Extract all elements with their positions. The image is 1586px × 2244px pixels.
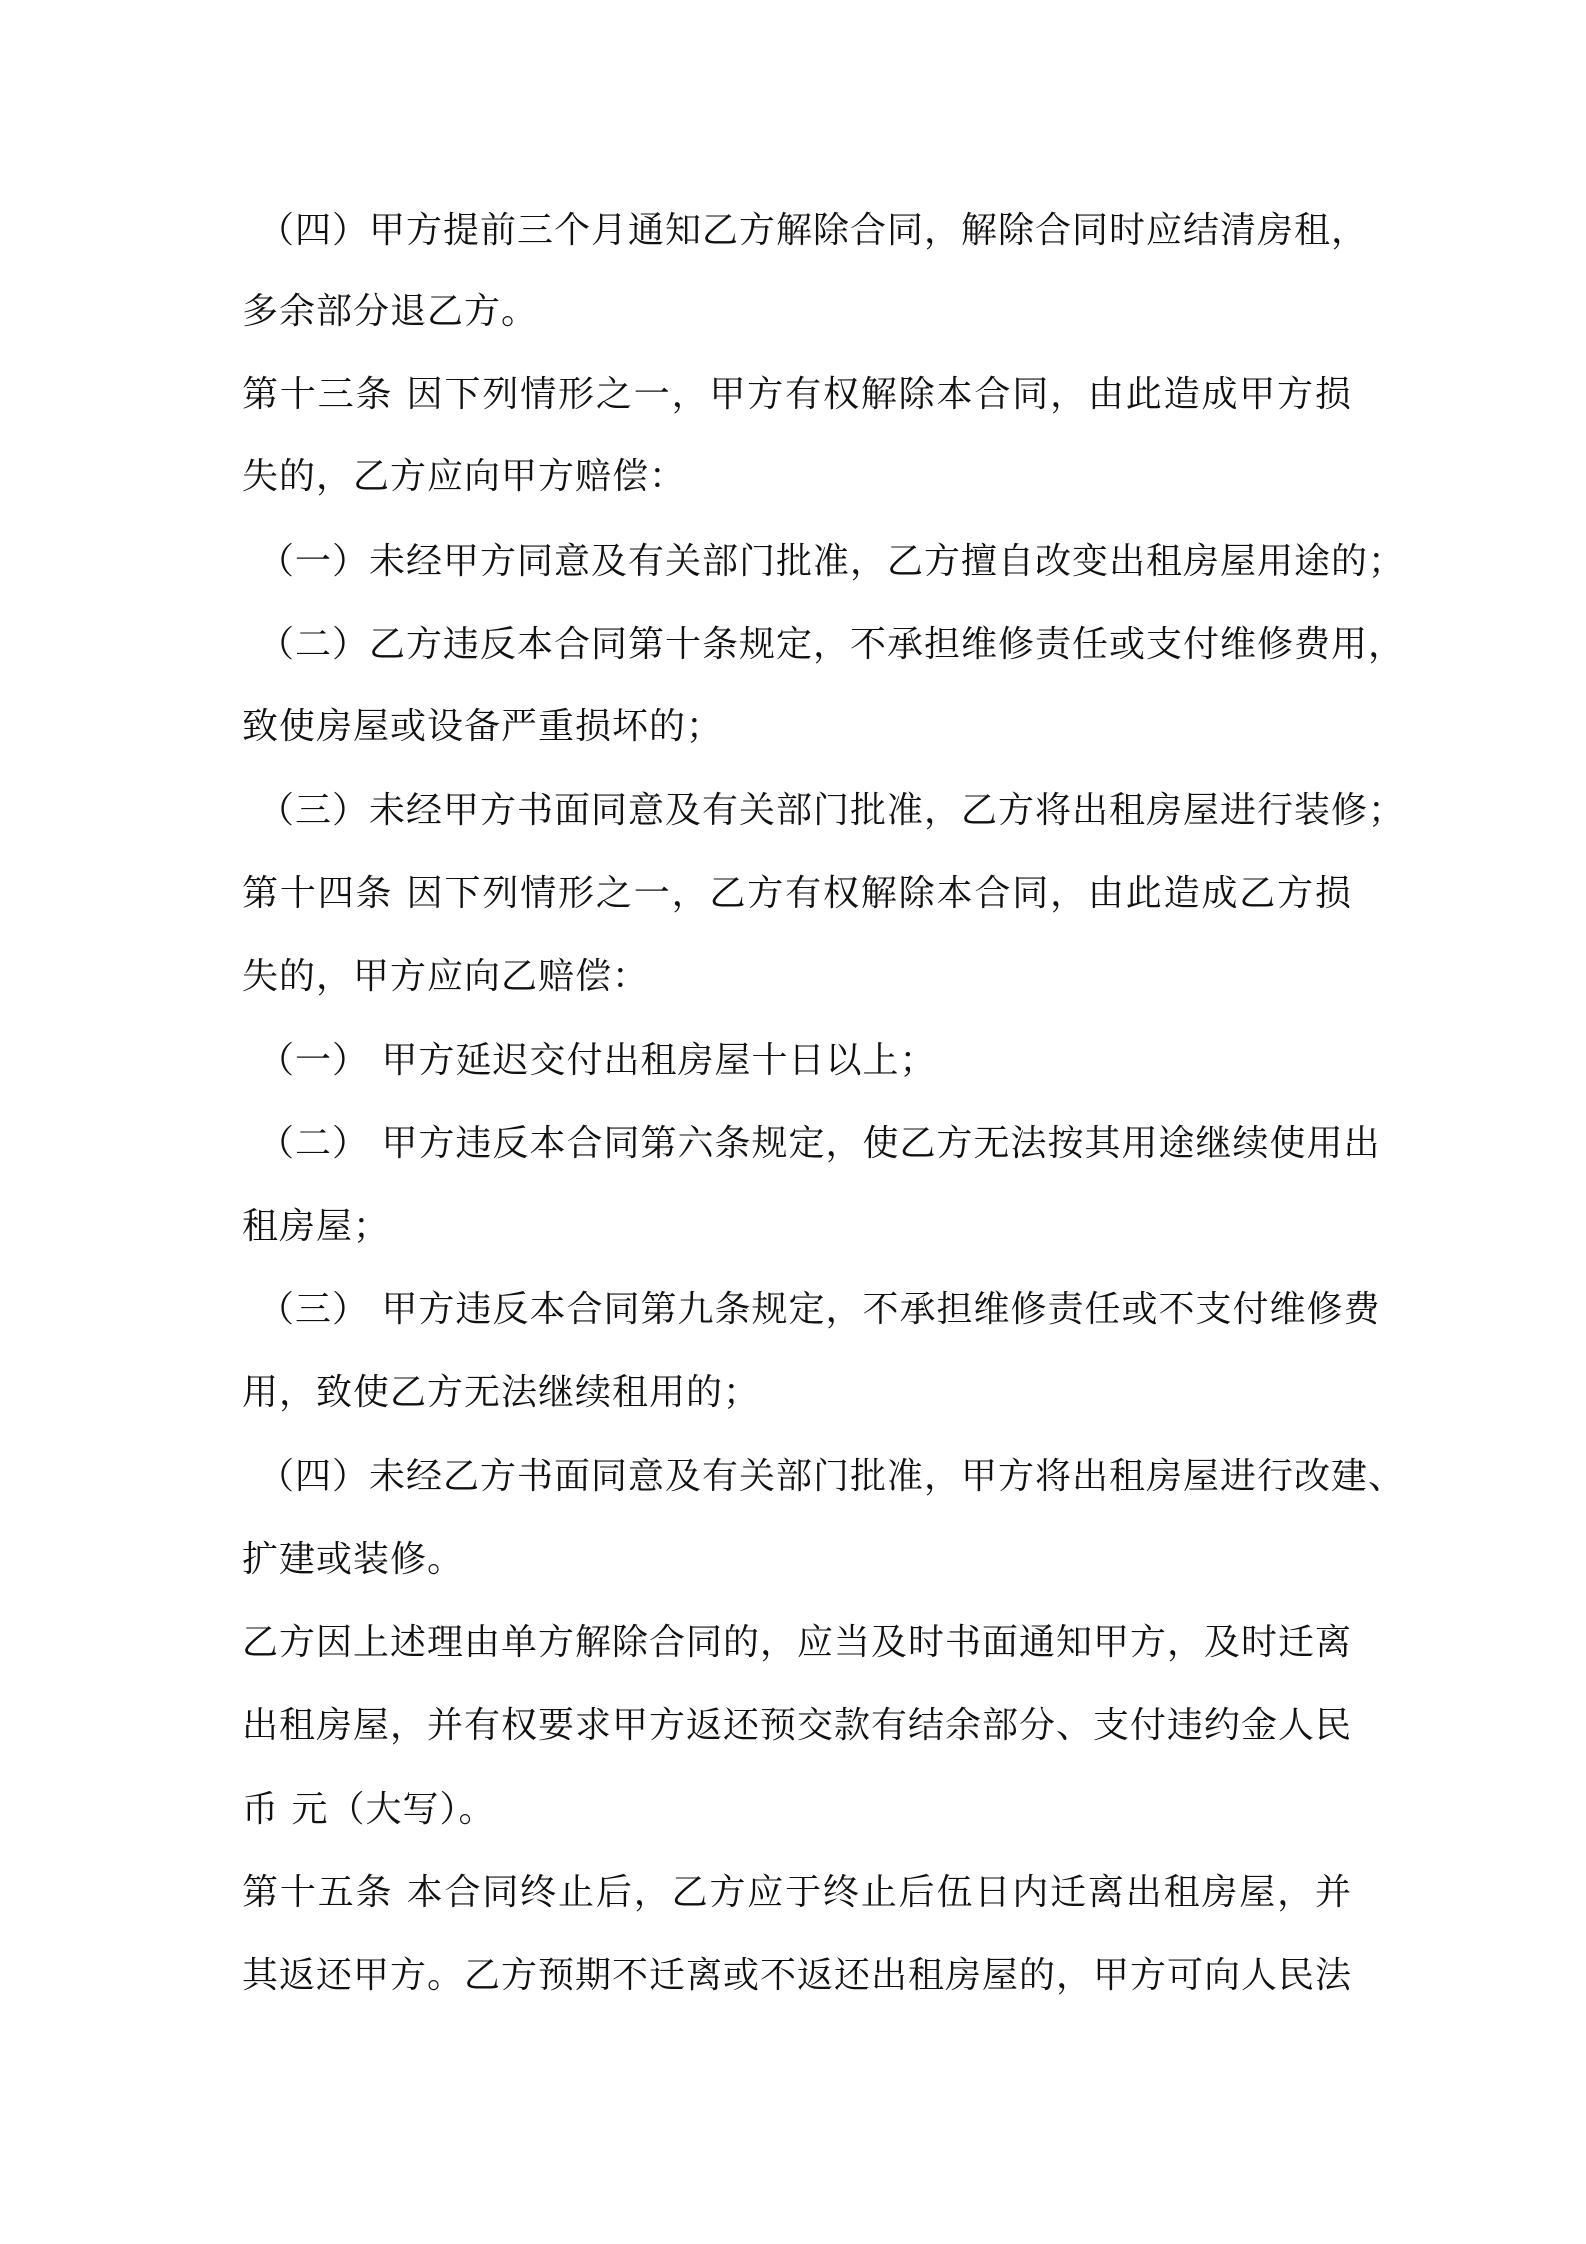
text-line: 第十四条 因下列情形之一，乙方有权解除本合同，由此造成乙方损 (242, 873, 1352, 914)
text-line: 用，致使乙方无法继续租用的； (242, 1372, 761, 1413)
text-line: （三）未经甲方书面同意及有关部门批准，乙方将出租房屋进行装修； (258, 790, 1406, 831)
text-line: （二） 甲方违反本合同第六条规定，使乙方无法按其用途继续使用出 (258, 1123, 1381, 1164)
text-line: 致使房屋或设备严重损坏的； (242, 706, 724, 747)
text-line: （一）未经甲方同意及有关部门批准，乙方擅自改变出租房屋用途的； (258, 541, 1406, 582)
text-line: 失的，甲方应向乙赔偿： (242, 956, 650, 997)
text-line: 第十五条 本合同终止后，乙方应于终止后伍日内迁离出租房屋，并 (242, 1872, 1352, 1913)
text-line: （四）甲方提前三个月通知乙方解除合同，解除合同时应结清房租， (258, 210, 1369, 251)
text-line: 租房屋； (242, 1206, 391, 1247)
text-line: （三） 甲方违反本合同第九条规定，不承担维修责任或不支付维修费 (258, 1289, 1381, 1330)
text-line: 失的，乙方应向甲方赔偿： (242, 456, 687, 497)
text-line: 扩建或装修。 (242, 1539, 465, 1580)
text-line: （四）未经乙方书面同意及有关部门批准，甲方将出租房屋进行改建、 (258, 1456, 1406, 1497)
text-line: 多余部分退乙方。 (242, 291, 539, 332)
text-line: 币 元（大写）。 (242, 1789, 496, 1830)
text-line: 第十三条 因下列情形之一，甲方有权解除本合同，由此造成甲方损 (242, 374, 1352, 415)
text-line: （二）乙方违反本合同第十条规定，不承担维修责任或支付维修费用， (258, 624, 1406, 665)
text-line: 出租房屋，并有权要求甲方返还预交款有结余部分、支付违约金人民 (242, 1705, 1353, 1746)
text-line: 乙方因上述理由单方解除合同的，应当及时书面通知甲方，及时迁离 (242, 1622, 1353, 1663)
text-line: 其返还甲方。乙方预期不迁离或不返还出租房屋的，甲方可向人民法 (242, 1955, 1353, 1996)
text-line: （一） 甲方延迟交付出租房屋十日以上； (258, 1040, 937, 1081)
